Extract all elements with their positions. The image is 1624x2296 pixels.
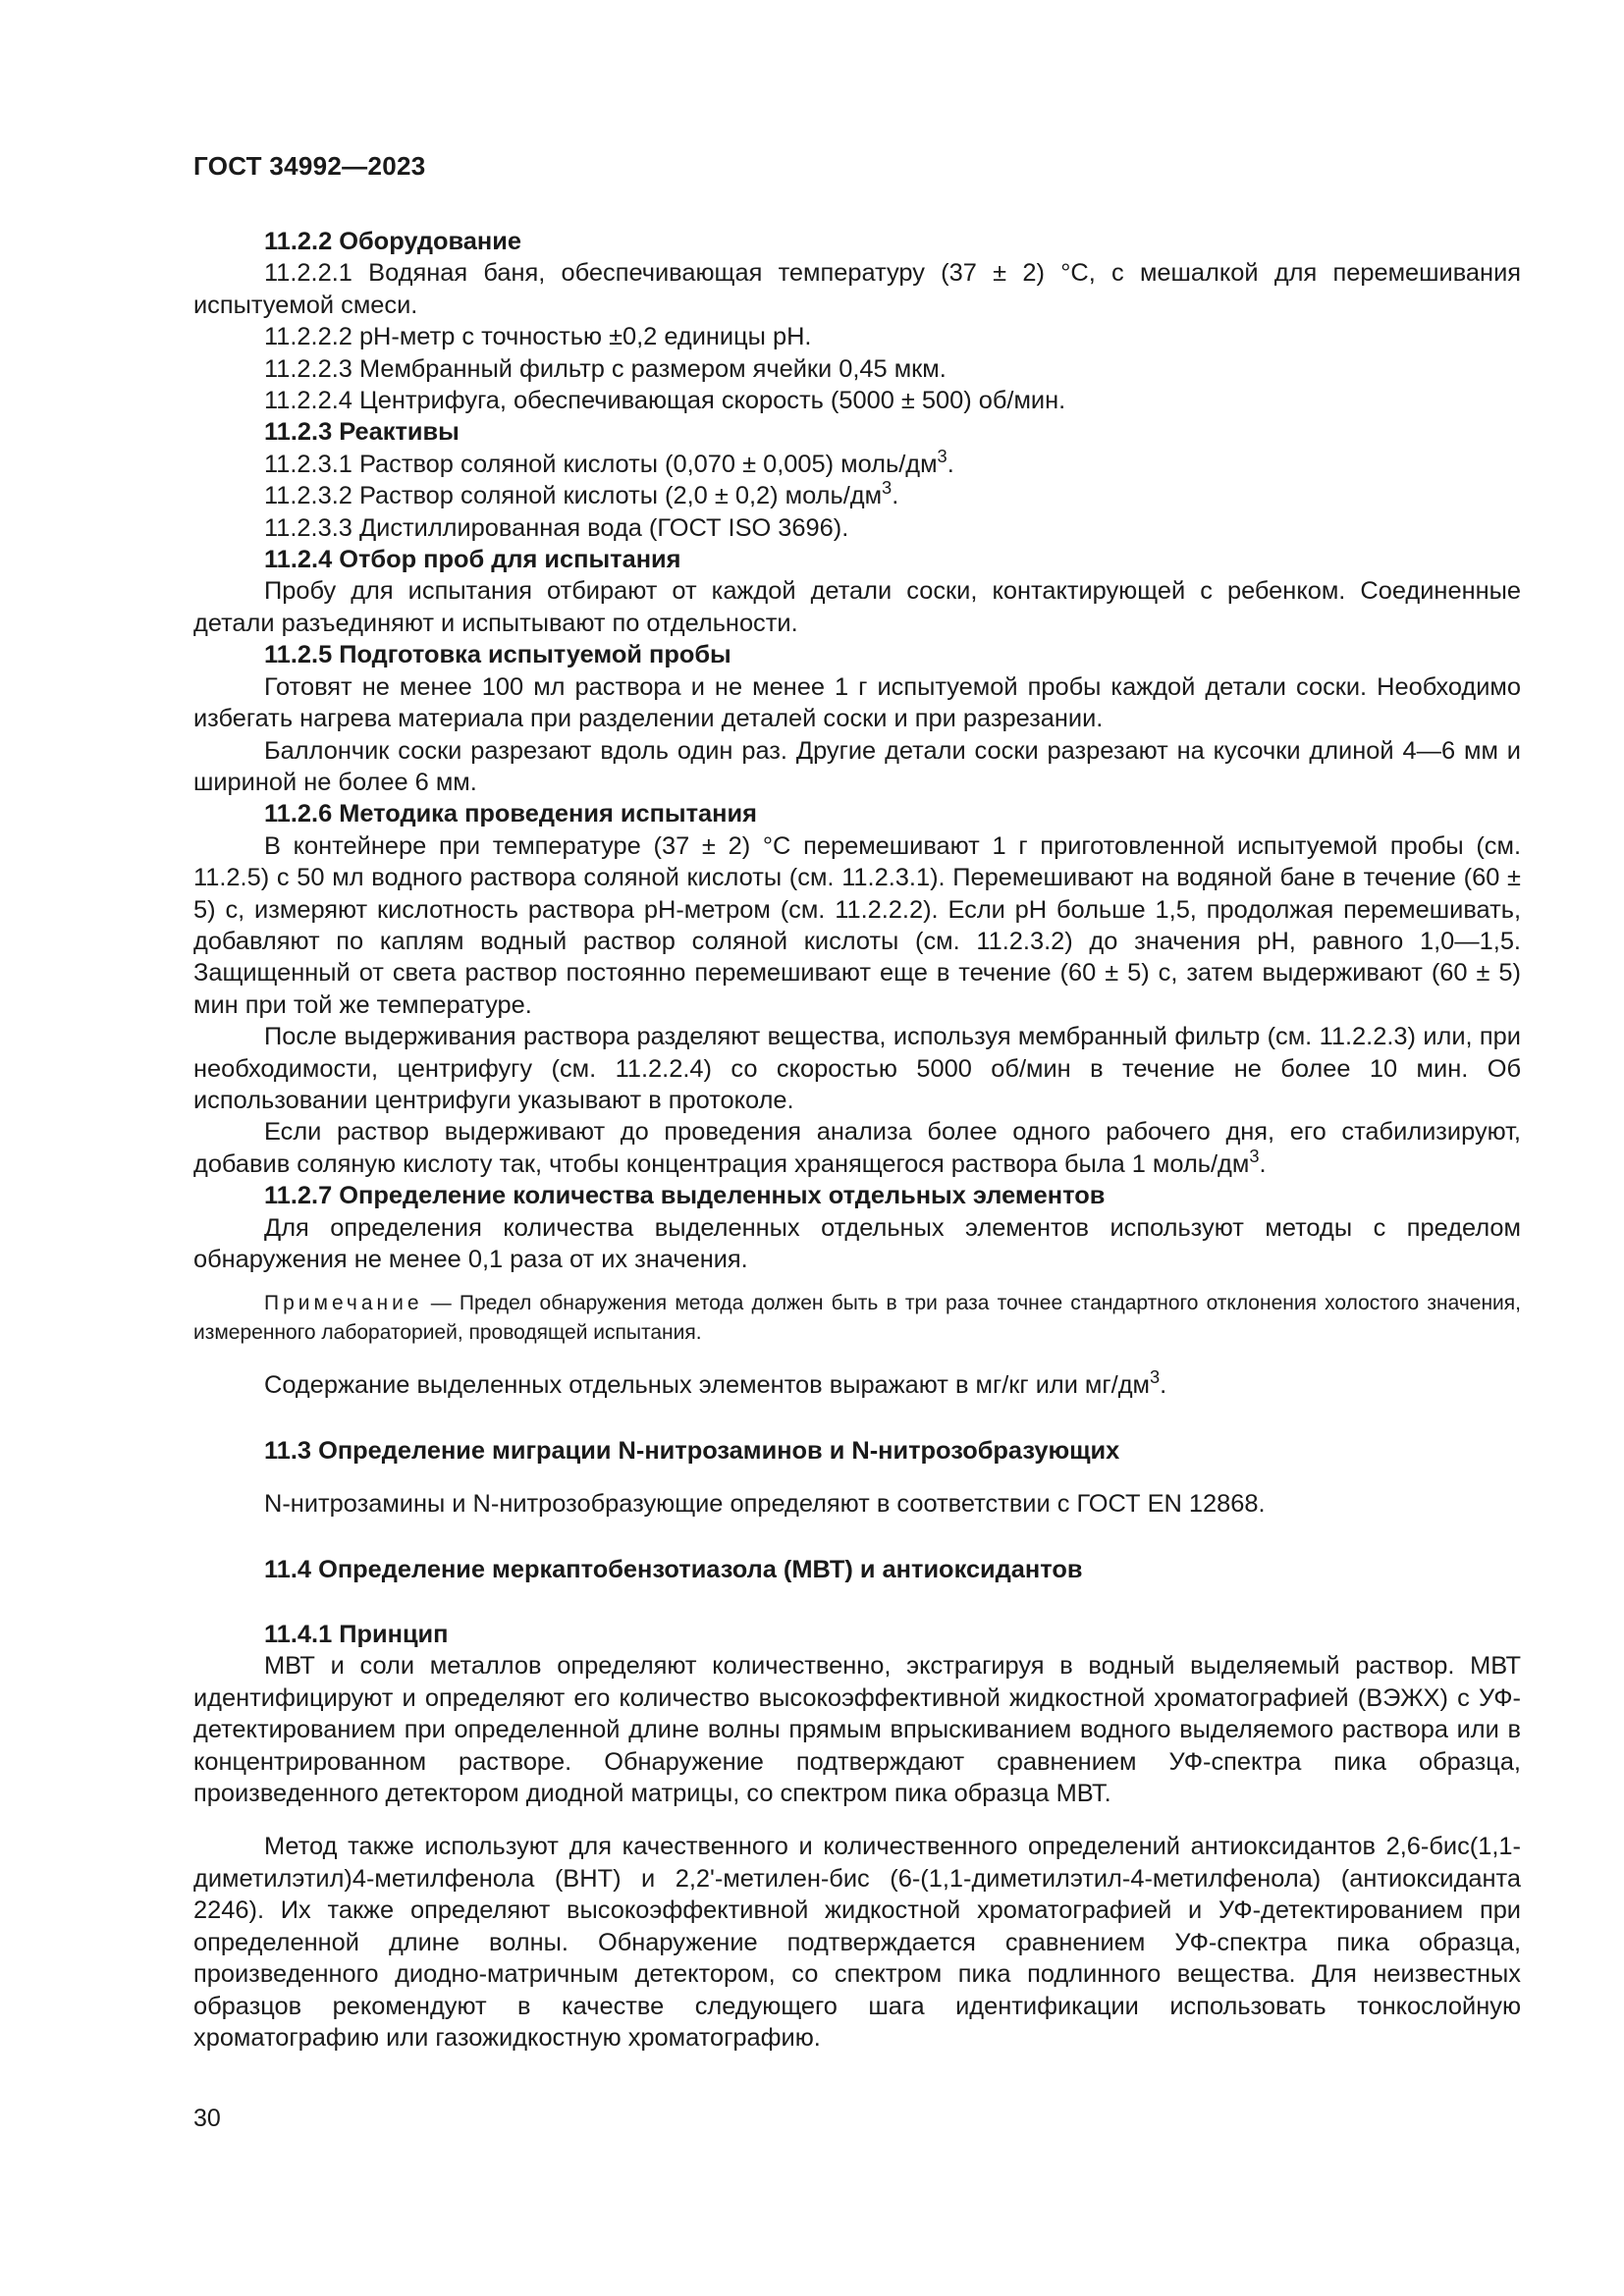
- heading-11-3: 11.3 Определение миграции N-нитрозаминов и N-нитрозобразующих: [264, 1436, 1120, 1465]
- item-11-2-3-2: 11.2.3.2 Раствор соляной кислоты (2,0 ± 0,2) моль/$дм^3$.: [264, 477, 899, 510]
- paragraph-11-2-5-2: Баллончик соски разрезают вдоль один раз. Другие детали соски разрезают на кусочки длиной 4—6 мм и шириной не более 6 мм.: [193, 736, 1521, 796]
- paragraph-11-2-4-1: Пробу для испытания отбирают от каждой детали соски, контактирующей с ребенком. Соединенные детали разъединяют и испытывают по отдельности.: [193, 577, 1521, 637]
- item-11-2-2-2: 11.2.2.2 рН-метр с точностью ±0,2 единицы рН.: [264, 323, 812, 351]
- paragraph-11-4-1-1: МВТ и соли металлов определяют количественно, экстрагируя в водный выделяемый раствор. МВТ идентифицируют и определяют его количество высокоэффективной жидкостной хроматографией (ВЭЖХ) с УФ-детектированием при определенной длине волны прямым впрыскиванием водного выделяемого раствора или в концентрированном растворе. Обнаружение подтверждают сравнением УФ-спектра пика образца, произведенного детектором диодной матрицы, со спектром пика образца МВТ.: [193, 1652, 1521, 1808]
- heading-11-4: 11.4 Определение меркаптобензотиазола (МВТ) и антиоксидантов: [264, 1555, 1083, 1583]
- page-number: 30: [193, 2105, 221, 2132]
- note-label: Примечание: [264, 1292, 423, 1315]
- paragraph-11-2-6-1: В контейнере при температуре (37 ± 2) °С перемешивают 1 г приготовленной испытуемой пробы (см. 11.2.5) с 50 мл водного раствора соляной кислоты (см. 11.2.3.1). Перемешивают на водяной бане в течение (60 ± 5) с, измеряют кислотность раствора рН-метром (см. 11.2.2.2). Если рН больше 1,5, продолжая перемешивать, добавляют по каплям водный раствор соляной кислоты (см. 11.2.3.2) до значения рН, равного 1,0—1,5. Защищенный от света раствор постоянно перемешивают еще в течение (60 ± 5) с, затем выдерживают (60 ± 5) мин при той же температуре.: [193, 831, 1521, 1019]
- note-text: — Предел обнаружения метода должен быть в три раза точнее стандартного отклонения холостого значения, измеренного лабораторией, проводящей испытания.: [193, 1292, 1521, 1345]
- note: [193, 1289, 1521, 1348]
- paragraph-11-2-7-1: Для определения количества выделенных отдельных элементов используют методы с пределом обнаружения не менее 0,1 раза от их значения.: [193, 1213, 1521, 1273]
- heading-11-4-1: 11.4.1 Принцип: [264, 1621, 449, 1649]
- heading-11-2-7: 11.2.7 Определение количества выделенных отдельных элементов: [264, 1182, 1106, 1210]
- item-11-2-2-4: 11.2.2.4 Центрифуга, обеспечивающая скорость (5000 ± 500) об/мин.: [264, 387, 1066, 415]
- heading-11-2-5: 11.2.5 Подготовка испытуемой пробы: [264, 641, 731, 669]
- paragraph-11-2-7-2: Содержание выделенных отдельных элементов выражают в мг/кг или $мг/дм^3$.: [264, 1366, 1167, 1400]
- paragraph-11-2-6-3: Если раствор выдерживают до проведения анализа более одного рабочего дня, его стабилизируют, добавив соляную кислоту так, чтобы концентрация хранящегося раствора была 1 моль/$дм^3$.: [193, 1118, 1521, 1178]
- item-11-2-2-1: 11.2.2.1 Водяная баня, обеспечивающая температуру (37 ± 2) °С, с мешалкой для перемешивания испытуемой смеси.: [193, 259, 1521, 319]
- paragraph-11-2-5-1: Готовят не менее 100 мл раствора и не менее 1 г испытуемой пробы каждой детали соски. Необходимо избегать нагрева материала при разделении деталей соски и при разрезании.: [193, 672, 1521, 733]
- item-11-2-2-3: 11.2.2.3 Мембранный фильтр с размером ячейки 0,45 мкм.: [264, 354, 947, 383]
- paragraph-11-3-1: N-нитрозамины и N-нитрозобразующие определяют в соответствии с ГОСТ EN 12868.: [264, 1490, 1266, 1519]
- heading-11-2-6: 11.2.6 Методика проведения испытания: [264, 800, 757, 828]
- item-11-2-3-1: 11.2.3.1 Раствор соляной кислоты (0,070 ± 0,005) моль/$дм^3$.: [264, 445, 954, 478]
- item-11-2-3-3: 11.2.3.3 Дистиллированная вода (ГОСТ ISO 3696).: [264, 513, 849, 542]
- document-body: [193, 226, 1521, 2054]
- heading-11-2-2: 11.2.2 Оборудование: [264, 228, 521, 255]
- paragraph-11-4-1-2: Метод также используют для качественного и количественного определений антиоксидантов 2,6-бис(1,1-диметилэтил)4-метилфенола (ВНТ) и 2,2'-метилен-бис (6-(1,1-диметилэтил-4-метилфенола) (антиоксиданта 2246). Их также определяют высокоэффективной жидкостной хроматографией и УФ-детектированием при определенной длине волны. Обнаружение подтверждается сравнением УФ-спектра пика образца, произведенного диодно-матричным детектором, со спектром пика подлинного вещества. Для неизвестных образцов рекомендуют в качестве следующего шага идентификации использовать тонкослойную хроматографию или газожидкостную хроматографию.: [193, 1833, 1521, 2052]
- paragraph-11-2-6-2: После выдерживания раствора разделяют вещества, используя мембранный фильтр (см. 11.2.2.3) или, при необходимости, центрифугу (см. 11.2.2.4) со скоростью 5000 об/мин в течение не более 10 мин. Об использовании центрифуги указывают в протоколе.: [193, 1023, 1521, 1114]
- heading-11-2-4: 11.2.4 Отбор проб для испытания: [264, 546, 681, 574]
- heading-11-2-3: 11.2.3 Реактивы: [264, 418, 460, 447]
- page-header: ГОСТ 34992—2023: [193, 151, 426, 181]
